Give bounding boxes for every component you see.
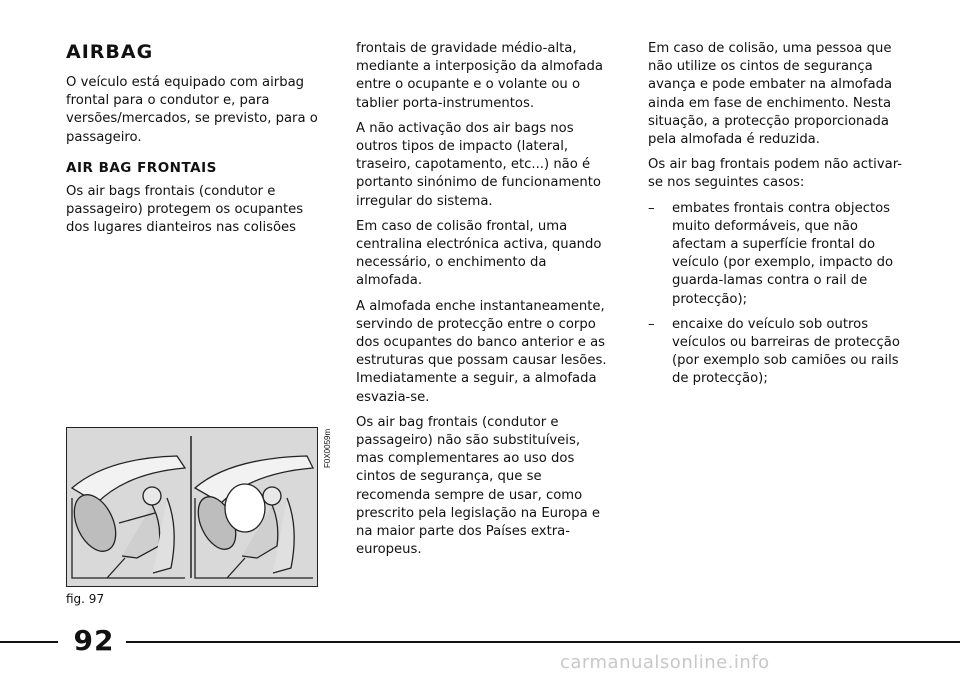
- footer-rule-right: [126, 641, 960, 643]
- list-item: [648, 316, 908, 389]
- list-item: [648, 200, 908, 309]
- section-title: AIRBAG: [66, 41, 154, 63]
- list-dash: –: [648, 200, 655, 216]
- right-column: [648, 40, 908, 396]
- section-subtitle: AIR BAG FRONTAIS: [66, 159, 217, 176]
- paragraph: A almofada enche instantaneamente, servindo de protecção entre o corpo dos ocupantes do banco anterior e as estruturas que possam causar lesões. Imediatamente a seguir, a almofada esvazia-se.: [356, 298, 607, 405]
- car-interior-left: [67, 456, 185, 578]
- paragraph: frontais de gravidade médio-alta, mediante a interposição da almofada entre o ocupante e o volante ou o tablier porta-instrumentos.: [356, 41, 603, 111]
- figure-code-text: F0X0059m: [323, 428, 332, 468]
- list-item-text: embates frontais contra objectos muito deformáveis, que não afectam a superfície frontal do veículo (por exemplo, impacto do guarda-lamas contra o rail de protecção);: [672, 200, 894, 307]
- car-interior-right: [191, 456, 313, 578]
- paragraph: Em caso de colisão frontal, uma centralina electrónica activa, quando necessário, o enchimento da almofada.: [356, 218, 602, 289]
- paragraph: Os air bag frontais podem não activar-se nos seguintes casos:: [648, 157, 903, 191]
- paragraph: Em caso de colisão, uma pessoa que não utilize os cintos de segurança avança e pode embater na almofada ainda em fase de enchimento. Nesta situação, a protecção proporcionada pela almofada é reduzida.: [648, 41, 893, 148]
- watermark: carmanualsonline.info: [560, 652, 770, 673]
- paragraph: Os air bag frontais (condutor e passageiro) não são substituíveis, mas complementares ao uso dos cintos de segurança, que se recomenda sempre de usar, como prescrito pela legislação na Europa e na maior parte dos Países extra-europeus.: [356, 414, 600, 558]
- figure-code: [320, 428, 334, 468]
- middle-column: [356, 40, 608, 566]
- footer-rule-left: [0, 641, 58, 643]
- page-number: 92: [73, 624, 115, 657]
- airbag-drawing: [67, 428, 317, 586]
- frontal-airbag-paragraph: Os air bags frontais (condutor e passageiro) protegem os ocupantes dos lugares dianteiros nas colisões: [66, 183, 304, 236]
- list-dash: –: [648, 316, 655, 332]
- figure-caption: fig. 97: [66, 592, 105, 606]
- left-column: [66, 40, 322, 244]
- list-item-text: encaixe do veículo sob outros veículos ou barreiras de protecção (por exemplo sob camiões ou rails de protecção);: [672, 316, 900, 387]
- intro-paragraph: O veículo está equipado com airbag frontal para o condutor e, para versões/mercados, se previsto, para o passageiro.: [66, 75, 318, 145]
- airbag-illustration: [66, 427, 318, 587]
- airbag-cushion: [225, 484, 265, 532]
- paragraph: A não activação dos air bags nos outros tipos de impacto (lateral, traseiro, capotamento, etc...) não é portanto sinónimo de funcionamento irregular do sistema.: [356, 120, 602, 209]
